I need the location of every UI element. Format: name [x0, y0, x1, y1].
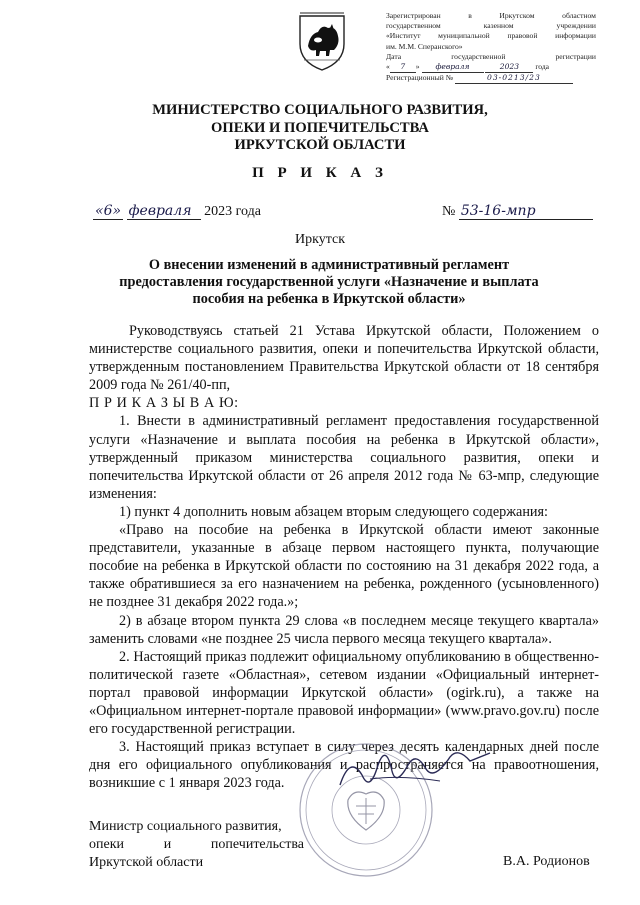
city: Иркутск [294, 232, 346, 247]
registration-line: Зарегистрирован в Иркутском областном [386, 11, 596, 20]
coat-of-arms-icon [296, 10, 348, 72]
paragraph: 2. Настоящий приказ подлежит официальному опубликованию в общественно-политической газете «Областная», сетевом издании «Официальный интернет-портал правовой информации Иркутской области» (ogirk.ru), а также на «Официальном интернет-портале правовой информации» (www.pravo.gov.ru) после его государственной регистрации. [89, 648, 599, 738]
order-date [93, 203, 261, 220]
signatory-position-line: Министр социального развития, [89, 819, 282, 834]
order-number [442, 203, 593, 220]
order-date-day: «6» [95, 203, 122, 219]
signatory-position [89, 818, 304, 872]
registration-month: февраля [422, 62, 484, 73]
registration-line: «Институт муниципальной правовой информации [386, 31, 596, 41]
order-number-label: № [442, 204, 456, 219]
document-body [89, 322, 599, 792]
registration-stamp [386, 11, 596, 84]
signatory-position-line: Иркутской области [89, 855, 204, 870]
registration-line: государственном казенном учреждении [386, 21, 596, 31]
order-day-value: 6 [103, 203, 113, 219]
registration-year: 2023 [485, 62, 533, 73]
document-title: О внесении изменений в административный регламент предоставления государственной услуги «Назначение и выплата пособия на ребенка в Иркутской области» [119, 257, 539, 307]
signatory-name: В.А. Родионов [503, 854, 590, 869]
order-date-month: февраля [127, 203, 201, 220]
paragraph: 2) в абзаце втором пункта 29 слова «в последнем месяце текущего квартала» заменить словами «не позднее 25 числа первого месяца текущего квартала». [89, 612, 599, 647]
handwritten-signature [330, 735, 500, 805]
order-number-value: 53-16-мпр [459, 203, 593, 220]
ministry-line: ИРКУТСКОЙ ОБЛАСТИ [234, 137, 406, 153]
registration-number-row [386, 73, 596, 84]
registration-day: 7 [390, 62, 416, 73]
paragraph: 1) пункт 4 дополнить новым абзацем вторым следующего содержания: [119, 503, 548, 520]
registration-number: 03-0213/23 [455, 73, 573, 84]
ministry-header [120, 102, 520, 155]
paragraph: «Право на пособие на ребенка в Иркутской области имеют законные представители, указанные в абзаце первом настоящего пункта, получающие пособие на ребенка в Иркутской области по состоянию на 31 декабря 2022 года, а также обратившиеся за его назначением на ребенка, рожденного (усыновленного) не позднее 31 декабря 2022 года.»; [89, 522, 599, 611]
ministry-line: МИНИСТЕРСТВО СОЦИАЛЬНОГО РАЗВИТИЯ, [152, 102, 488, 118]
signatory-position-line: опеки и попечительства [89, 837, 304, 852]
registration-number-label: Регистрационный № [386, 73, 453, 83]
document-type: П Р И К А З [252, 165, 388, 181]
ministry-line: ОПЕКИ И ПОПЕЧИТЕЛЬСТВА [211, 119, 429, 136]
paragraph: 1. Внести в административный регламент предоставления государственной услуги «Назначение и выплата пособия на ребенка в Иркутской области», утвержденный приказом министерства социального развития, опеки и попечительства Иркутской области от 26 апреля 2012 года № 63-мпр, следующие изменения: [89, 413, 599, 502]
paragraph: Руководствуясь статьей 21 Устава Иркутской области, Положением о министерстве социального развития, опеки и попечительства Иркутской области, утвержденным постановлением Правительства Иркутской области от 18 сентября 2009 года № 261/40-пп, [89, 323, 599, 394]
order-date-year: 2023 года [204, 204, 261, 219]
registration-date-suffix: года [535, 62, 550, 72]
paragraph-order-word: П Р И К А З Ы В А Ю: [89, 395, 239, 412]
registration-line: им. М.М. Сперанского» [386, 41, 463, 51]
registration-line: Дата государственной регистрации [386, 51, 596, 61]
registration-date: « 7 » февраля 2023 года [386, 62, 596, 73]
paragraph: 3. Настоящий приказ вступает в силу через десять календарных дней после дня его официального опубликования и распространяется на правоотношения, возникшие с 1 января 2023 года. [89, 739, 599, 792]
